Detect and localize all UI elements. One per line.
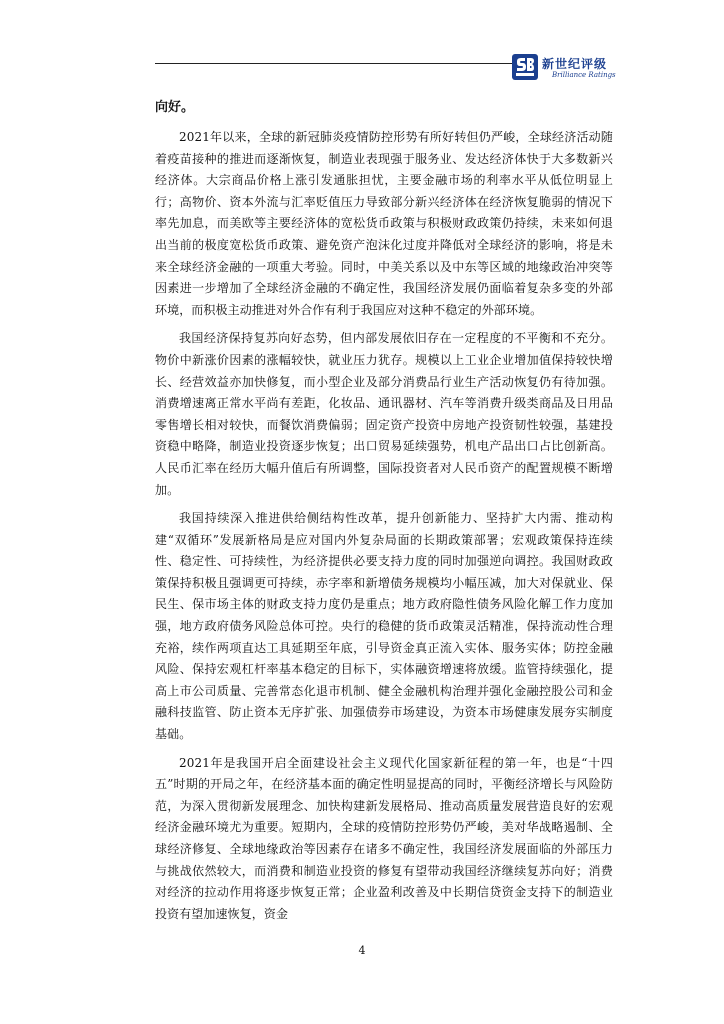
report-body	[155, 97, 613, 932]
page-number: 4	[358, 944, 366, 957]
paragraph-global-economy: 2021年以来，全球的新冠肺炎疫情防控形势有所好转但仍严峻，全球经济活动随着疫苗接种的推进而逐渐恢复，制造业表现强于服务业、发达经济体快于大多数新兴经济体。大宗商品价格上涨引发通胀担忧，主要金融市场的利率水平从低位明显上行；高物价、资本外流与汇率贬值压力导致部分新兴经济体在经济恢复脆弱的情况下率先加息，而美欧等主要经济体的宽松货币政策与积极财政政策仍持续，未来如何退出当前的极度宽松货币政策、避免资产泡沫化过度并降低对全球经济的影响，将是未来全球经济金融的一项重大考验。同时，中美关系以及中东等区域的地缘政治冲突等因素进一步增加了全球经济金融的不确定性，我国经济发展仍面临着复杂多变的外部环境，而积极主动推进对外合作有利于我国应对这种不稳定的外部环境。	[155, 130, 613, 317]
logo-mark-icon	[512, 54, 538, 80]
logo-name-cn: 新世纪评级	[542, 57, 608, 71]
header-rule	[155, 63, 515, 64]
logo-name-en: Brilliance Ratings	[552, 71, 616, 79]
paragraph-domestic-recovery: 我国经济保持复苏向好态势，但内部发展依旧存在一定程度的不平衡和不充分。物价中新涨价因素的涨幅较快，就业压力犹存。规模以上工业企业增加值保持较快增长、经营效益亦加快修复，而小型企业及部分消费品行业生产活动恢复仍有待加强。消费增速离正常水平尚有差距，化妆品、通讯器材、汽车等消费升级类商品及日用品零售增长相对较快，而餐饮消费偏弱；固定资产投资中房地产投资韧性较强，基建投资稳中略降，制造业投资逐步恢复；出口贸易延续强势，机电产品出口占比创新高。人民币汇率在经历大幅升值后有所调整，国际投资者对人民币资产的配置规模不断增加。	[155, 331, 613, 497]
paragraph-outlook: 2021年是我国开启全面建设社会主义现代化国家新征程的第一年，也是“十四五”时期的开局之年，在经济基本面的确定性明显提高的同时，平衡经济增长与风险防范，为深入贯彻新发展理念、加快构建新发展格局、推动高质量发展营造良好的宏观经济金融环境尤为重要。短期内，全球的疫情防控形势仍严峻，美对华战略遏制、全球经济修复、全球地缘政治等因素存在诸多不确定性，我国经济发展面临的外部压力与挑战依然较大，而消费和制造业投资的修复有望带动我国经济继续复苏向好；消费对经济的拉动作用将逐步恢复正常；企业盈利改善及中长期信贷资金支持下的制造业投资有望加速恢复，资金	[155, 755, 613, 921]
brand-logo	[512, 54, 632, 88]
paragraph-policy: 我国持续深入推进供给侧结构性改革，提升创新能力、坚持扩大内需、推动构建“双循环”发展新格局是应对国内外复杂局面的长期政策部署；宏观政策保持连续性、稳定性、可持续性，为经济提供必要支持力度的同时加强逆向调控。我国财政政策保持积极且强调更可持续，赤字率和新增债务规模均小幅压减，加大对保就业、保民生、保市场主体的财政支持力度仍是重点；地方政府隐性债务风险化解工作力度加强，地方政府债务风险总体可控。央行的稳健的货币政策灵活精准，保持流动性合理充裕，续作两项直达工具延期至年底，引导资金真正流入实体、服务实体；防控金融风险、保持宏观杠杆率基本稳定的目标下，实体融资增速将放缓。监管持续强化，提高上市公司质量、完善常态化退市机制、健全金融机构治理并强化金融控股公司和金融科技监管、防止资本无序扩张、加强债券市场建设，为资本市场健康发展夯实制度基础。	[155, 511, 613, 742]
continuation-line: 向好。	[155, 100, 195, 115]
